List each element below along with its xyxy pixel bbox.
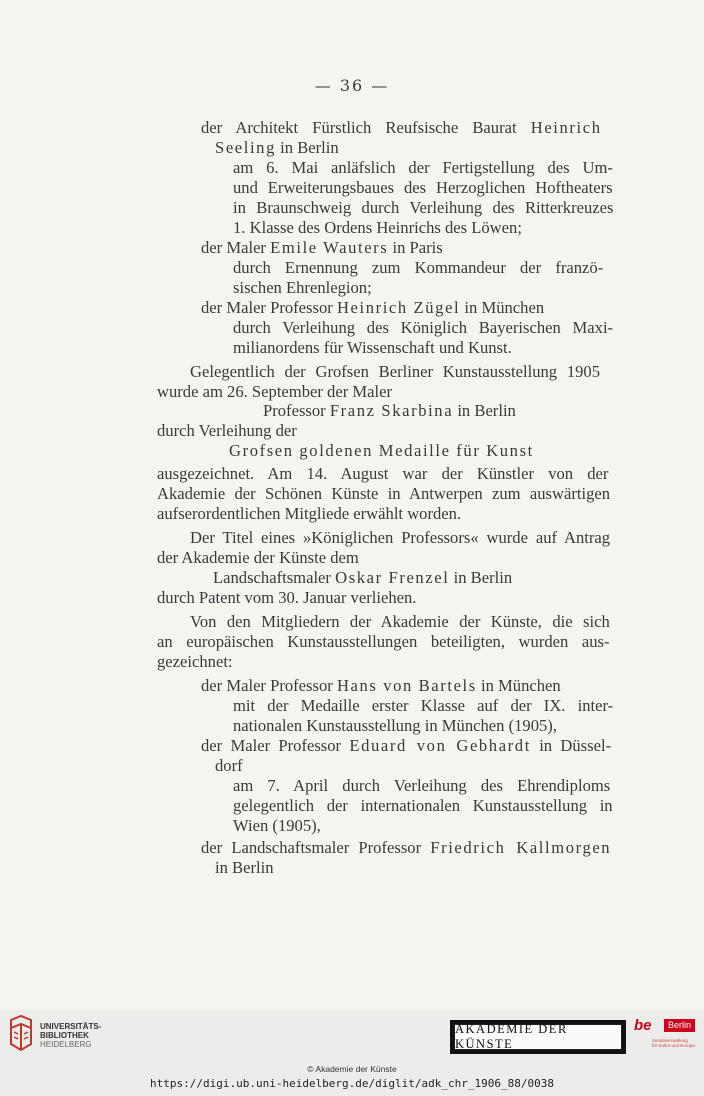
text-segment: der Maler xyxy=(201,238,271,257)
text-line xyxy=(201,298,544,318)
text-segment: der Maler Professor xyxy=(201,298,337,317)
text-segment: Von den Mitgliedern der Akademie der Künste, die sich xyxy=(190,612,610,631)
text-line xyxy=(233,278,372,298)
university-library-name[interactable] xyxy=(40,1022,101,1049)
text-line xyxy=(190,362,600,382)
text-segment: in Berlin xyxy=(449,568,513,587)
text-segment: durch Verleihung der xyxy=(157,421,297,440)
text-segment: milianordens für Wissenschaft und Kunst. xyxy=(233,338,512,357)
university-line-2: BIBLIOTHEK xyxy=(40,1031,89,1040)
university-line-3: HEIDELBERG xyxy=(40,1040,92,1049)
text-segment: Akademie der Schönen Künste in Antwerpen zum auswärtigen xyxy=(157,484,611,503)
text-line xyxy=(233,258,603,278)
text-segment: am 7. April durch Verleihung des Ehrendiploms xyxy=(233,776,611,795)
text-line xyxy=(215,858,274,878)
text-segment: der Landschaftsmaler Professor xyxy=(201,838,431,857)
adk-label: AKADEMIE DER KÜNSTE xyxy=(454,1024,622,1050)
university-line-1: UNIVERSITÄTS- xyxy=(40,1022,102,1031)
text-segment: sischen Ehrenlegion; xyxy=(233,278,372,297)
text-line xyxy=(157,652,233,672)
text-segment: der Architekt Fürstlich Reufsische Baurat xyxy=(201,118,531,137)
text-segment: durch Ernennung zum Kommandeur der franzö- xyxy=(233,258,604,277)
spaced-name: Friedrich Kallmorgen xyxy=(430,838,612,857)
text-line xyxy=(157,464,608,484)
text-line xyxy=(157,382,392,402)
text-line xyxy=(263,401,516,421)
be-berlin-logo[interactable] xyxy=(634,1018,696,1058)
text-segment: durch Verleihung des Königlich Bayerischen Maxi- xyxy=(233,318,614,337)
text-segment: ausgezeichnet. Am 14. August war der Künstler von der xyxy=(157,464,609,483)
text-line xyxy=(215,756,243,776)
text-segment: in Braunschweig durch Verleihung des Ritterkreuzes xyxy=(233,198,614,217)
text-segment: am 6. Mai anläfslich der Fertigstellung des Um- xyxy=(233,158,613,177)
text-segment: und Erweiterungsbaues des Herzoglichen Hoftheaters xyxy=(233,178,613,197)
text-segment: in München xyxy=(460,298,545,317)
text-segment: Professor xyxy=(263,401,330,420)
text-segment: Wien (1905), xyxy=(233,816,321,835)
text-line xyxy=(233,198,613,218)
akademie-der-kuenste-logo[interactable] xyxy=(450,1020,626,1054)
spaced-name: Heinrich xyxy=(530,118,602,137)
text-line xyxy=(233,218,522,238)
spaced-name: Heinrich Zügel xyxy=(336,298,461,317)
text-line xyxy=(157,548,359,568)
text-segment: gelegentlich der internationalen Kunstausstellung in xyxy=(233,796,613,815)
permalink-url[interactable]: https://digi.ub.uni-heidelberg.de/diglit/adk_chr_1906_88/0038 xyxy=(150,1077,554,1090)
spaced-name: Eduard von Gebhardt xyxy=(349,736,531,755)
text-segment: der Akademie der Künste dem xyxy=(157,548,359,567)
text-line xyxy=(201,676,561,696)
text-segment: wurde am 26. September der Maler xyxy=(157,382,392,401)
text-line xyxy=(233,318,613,338)
be-sub-line-2: für Kultur und Europa xyxy=(652,1043,695,1048)
university-library-logo-icon[interactable] xyxy=(8,1014,34,1054)
be-mark: be xyxy=(634,1017,652,1034)
text-segment: dorf xyxy=(215,756,243,775)
text-segment: in Berlin xyxy=(215,858,274,877)
text-line xyxy=(157,588,416,608)
text-line xyxy=(157,484,610,504)
spaced-name: Hans von Bartels xyxy=(336,676,477,695)
text-line xyxy=(201,838,611,858)
text-segment: 1. Klasse des Ordens Heinrichs des Löwen; xyxy=(233,218,522,237)
text-segment: gezeichnet: xyxy=(157,652,233,671)
text-line xyxy=(233,796,613,816)
text-segment: in Düssel- xyxy=(530,736,612,755)
text-line xyxy=(157,504,461,524)
text-segment: mit der Medaille erster Klasse auf der IX. inter- xyxy=(233,696,614,715)
text-line xyxy=(190,612,610,632)
spaced-name: Franz Skarbina xyxy=(329,401,454,420)
senate-department-label xyxy=(652,1038,695,1048)
text-segment: in Paris xyxy=(388,238,443,257)
text-segment: nationalen Kunstausstellung in München (1905), xyxy=(233,716,557,735)
text-segment: aufserordentlichen Mitgliede erwählt worden. xyxy=(157,504,462,523)
spaced-name: Grofsen goldenen Medaille für Kunst xyxy=(229,441,534,460)
text-line xyxy=(190,528,610,548)
text-segment: in München xyxy=(476,676,561,695)
text-segment: Gelegentlich der Grofsen Berliner Kunstausstellung 1905 xyxy=(190,362,601,381)
spaced-name: Seeling xyxy=(215,138,276,157)
text-line xyxy=(233,816,321,836)
text-line xyxy=(233,158,613,178)
text-segment: Landschaftsmaler xyxy=(213,568,336,587)
text-segment: Der Titel eines »Königlichen Professors« wurde auf Antrag xyxy=(190,528,611,547)
text-segment: der Maler Professor xyxy=(201,736,350,755)
text-line xyxy=(201,118,602,138)
text-segment: in Berlin xyxy=(275,138,339,157)
be-sub-line-1: Senatsverwaltung xyxy=(652,1038,688,1043)
text-segment: in Berlin xyxy=(453,401,516,420)
text-line xyxy=(233,338,512,358)
text-line xyxy=(213,568,512,588)
spaced-name: Oskar Frenzel xyxy=(335,568,450,587)
text-segment: der Maler Professor xyxy=(201,676,337,695)
page-number: — 36 — xyxy=(314,76,390,95)
spaced-name: Emile Wauters xyxy=(270,238,389,257)
text-line xyxy=(233,776,610,796)
text-line xyxy=(233,716,557,736)
berlin-badge: Berlin xyxy=(664,1019,695,1032)
text-line xyxy=(157,421,297,441)
text-line xyxy=(215,138,339,158)
text-segment: an europäischen Kunstausstellungen beteiligten, wurden aus- xyxy=(157,632,610,651)
text-line xyxy=(229,441,534,461)
text-line xyxy=(233,696,613,716)
copyright-notice: © Akademie der Künste xyxy=(307,1064,397,1074)
text-line xyxy=(201,238,443,258)
text-line xyxy=(233,178,613,198)
text-line xyxy=(157,632,610,652)
text-line xyxy=(201,736,611,756)
text-segment: durch Patent vom 30. Januar verliehen. xyxy=(157,588,417,607)
